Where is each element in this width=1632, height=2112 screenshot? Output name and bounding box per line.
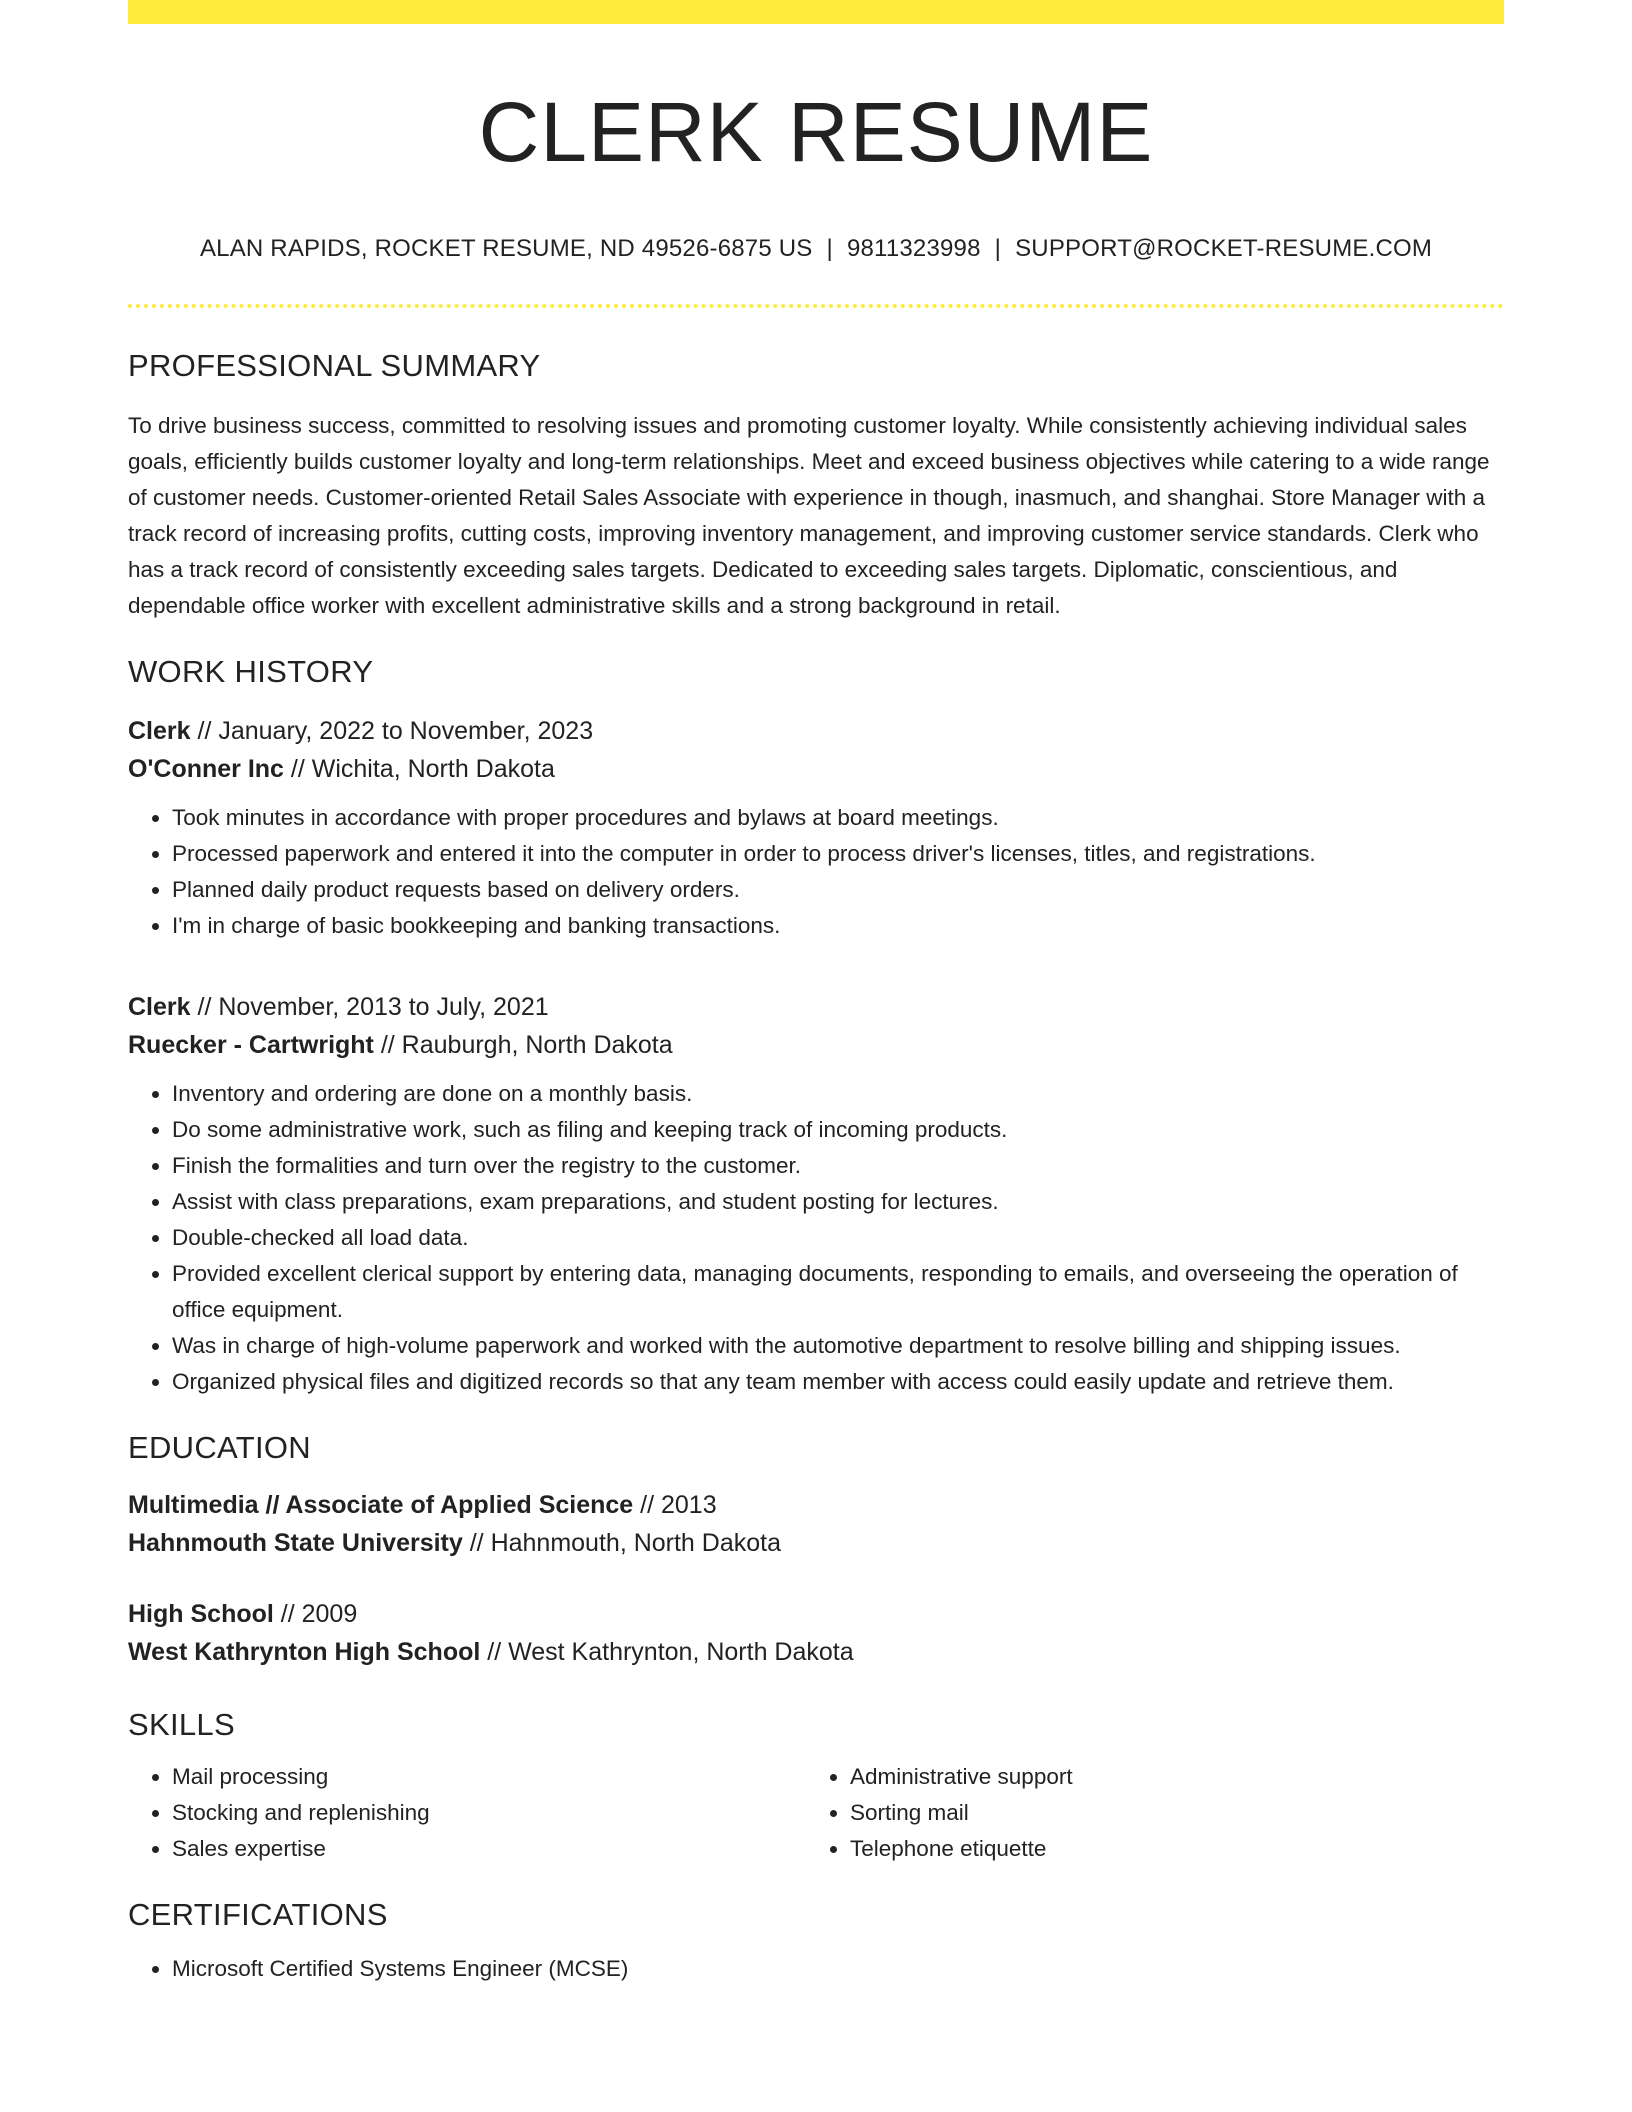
contact-line <box>128 234 1504 264</box>
job-dates: // January, 2022 to November, 2023 <box>190 717 594 745</box>
job-entry <box>128 712 1504 944</box>
skill-item: • Mail processing <box>172 1759 806 1795</box>
job-duty: • Took minutes in accordance with proper procedures and bylaws at board meetings. <box>172 800 1504 836</box>
contact-email: SUPPORT@ROCKET-RESUME.COM <box>1015 235 1433 262</box>
contact-separator: | <box>994 235 1002 262</box>
job-dates: // November, 2013 to July, 2021 <box>190 993 549 1021</box>
skill-item: • Administrative support <box>850 1759 1484 1795</box>
education-location: // Hahnmouth, North Dakota <box>462 1529 781 1557</box>
education-degree-line <box>128 1595 1504 1633</box>
dotted-divider <box>128 304 1504 308</box>
job-duty: • Organized physical files and digitized records so that any team member with access could easily update and retrieve them. <box>172 1364 1504 1400</box>
job-duty: • Inventory and ordering are done on a monthly basis. <box>172 1076 1504 1112</box>
skills-columns <box>128 1759 1504 1867</box>
education-year: // 2013 <box>633 1491 717 1519</box>
job-role: Clerk <box>128 717 191 745</box>
job-company-line <box>128 750 1504 788</box>
education-school: Hahnmouth State University <box>128 1529 463 1557</box>
summary-text: To drive business success, committed to resolving issues and promoting customer loyalty. While consistently achieving individual sales goals, efficiently builds customer loyalty and long-term relationships. Meet and exceed business objectives while catering to a wide range of customer needs. Customer-oriented Retail Sales Associate with experience in though, inasmuch, and shanghai. Store Manager with a track record of increasing profits, cutting costs, improving inventory management, and improving customer service standards. Clerk who has a track record of consistently exceeding sales targets. Dedicated to exceeding sales targets. Diplomatic, conscientious, and dependable office worker with excellent administrative skills and a strong background in retail. <box>128 413 1490 618</box>
education-entry <box>128 1595 1504 1671</box>
job-location: // Rauburgh, North Dakota <box>373 1031 673 1059</box>
job-entry <box>128 988 1504 1400</box>
contact-phone: 9811323998 <box>846 235 981 262</box>
skill-item: • Telephone etiquette <box>850 1831 1484 1867</box>
job-duty: • Assist with class preparations, exam preparations, and student posting for lectures. <box>172 1184 1504 1220</box>
job-company-line <box>128 1026 1504 1064</box>
job-role-line <box>128 988 1504 1026</box>
job-duty: • I'm in charge of basic bookkeeping and banking transactions. <box>172 908 1504 944</box>
education-school-line <box>128 1524 1504 1562</box>
job-company: O'Conner Inc <box>128 755 284 783</box>
contact-separator: | <box>826 235 833 262</box>
job-duty: • Do some administrative work, such as filing and keeping track of incoming products. <box>172 1112 1504 1148</box>
certification-item: • Microsoft Certified Systems Engineer (MCSE) <box>172 1951 1504 1987</box>
job-company: Ruecker - Cartwright <box>128 1031 374 1059</box>
job-role: Clerk <box>128 993 191 1021</box>
education-school: West Kathrynton High School <box>128 1638 481 1666</box>
education-school-line <box>128 1633 1504 1671</box>
contact-address: ALAN RAPIDS, ROCKET RESUME, ND 49526-6875 US <box>199 235 813 262</box>
education-degree-line <box>128 1486 1504 1524</box>
job-duty: • Provided excellent clerical support by entering data, managing documents, responding to emails, and overseeing the operation of office equipment. <box>172 1256 1504 1328</box>
resume-page <box>128 0 1504 1987</box>
skill-item: • Sorting mail <box>850 1795 1484 1831</box>
education-location: // West Kathrynton, North Dakota <box>480 1638 854 1666</box>
resume-title: CLERK RESUME <box>478 85 1154 179</box>
education-heading: EDUCATION <box>128 1430 311 1465</box>
skill-item: • Sales expertise <box>172 1831 806 1867</box>
job-duty: • Finish the formalities and turn over the registry to the customer. <box>172 1148 1504 1184</box>
summary-heading: PROFESSIONAL SUMMARY <box>128 348 541 383</box>
certifications-list <box>128 1951 1504 1987</box>
job-duty: • Was in charge of high-volume paperwork and worked with the automotive department to resolve billing and shipping issues. <box>172 1328 1504 1364</box>
education-entry <box>128 1486 1504 1562</box>
job-duties-list <box>128 800 1504 944</box>
skills-heading: SKILLS <box>128 1707 235 1742</box>
job-location: // Wichita, North Dakota <box>283 755 555 783</box>
skills-list-left <box>128 1759 806 1867</box>
job-duty: • Planned daily product requests based on delivery orders. <box>172 872 1504 908</box>
job-duties-list <box>128 1076 1504 1400</box>
certifications-heading: CERTIFICATIONS <box>128 1897 388 1932</box>
education-degree: High School <box>128 1600 274 1628</box>
skills-list-right <box>806 1759 1484 1867</box>
work-history-heading: WORK HISTORY <box>128 654 374 689</box>
top-accent-bar <box>128 0 1504 24</box>
education-year: // 2009 <box>273 1600 358 1628</box>
education-degree: Multimedia // Associate of Applied Science <box>128 1491 634 1519</box>
job-duty: • Processed paperwork and entered it into the computer in order to process driver's licenses, titles, and registrations. <box>172 836 1504 872</box>
job-role-line <box>128 712 1504 750</box>
job-duty: • Double-checked all load data. <box>172 1220 1504 1256</box>
skill-item: • Stocking and replenishing <box>172 1795 806 1831</box>
